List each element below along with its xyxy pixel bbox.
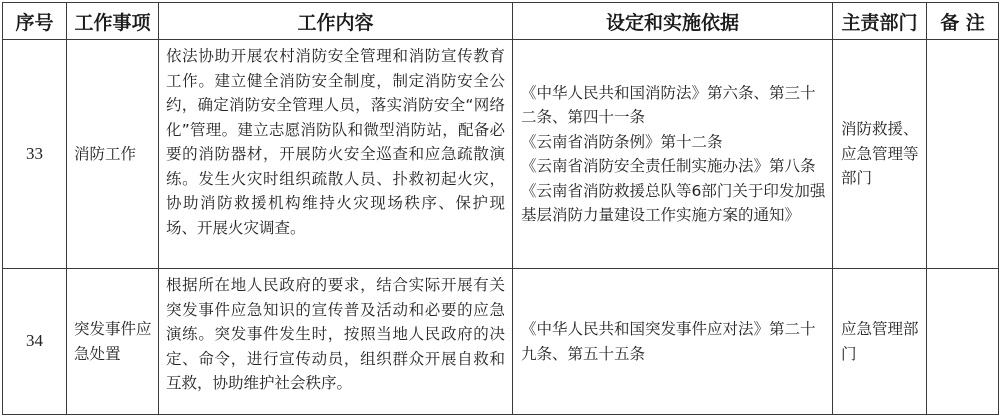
cell-item: 消防工作	[67, 40, 159, 269]
cell-note	[927, 269, 999, 415]
header-content: 工作内容	[159, 3, 513, 40]
cell-content: 根据所在地人民政府的要求，结合实际开展有关突发事件应急知识的宣传普及活动和必要的应急演练。突发事件发生时，按照当地人民政府的决定、命令，进行宣传动员，组织群众开展自救和互救，协助维护社会秩序。	[159, 269, 513, 415]
basis-line: 《云南省消防条例》第十二条	[521, 132, 723, 151]
cell-item: 突发事件应急处置	[67, 269, 159, 415]
cell-note	[927, 40, 999, 269]
cell-basis	[513, 40, 833, 269]
basis-line: 《云南省消防安全责任制实施办法》第八条	[521, 157, 816, 175]
header-seq: 序号	[3, 3, 67, 40]
basis-line: 《中华人民共和国消防法》第六条、第三十二条、第四十一条	[521, 83, 816, 126]
header-row	[3, 3, 999, 40]
header-basis: 设定和实施依据	[513, 3, 833, 40]
basis-line: 《中华人民共和国突发事件应对法》第二十九条、第五十五条	[521, 320, 816, 363]
basis-line: 《云南省消防救援总队等6部门关于印发加强基层消防力量建设工作实施方案的通知》	[521, 181, 826, 224]
cell-basis	[513, 269, 833, 415]
cell-content: 依法协助开展农村消防安全管理和消防宣传教育工作。建立健全消防安全制度，制定消防安全公约，确定消防安全管理人员，落实消防安全“网络化”管理。建立志愿消防队和微型消防站，配备必要的消防器材，开展防火安全巡查和应急疏散演练。发生火灾时组织疏散人员、扑救初起火灾，协助消防救援机构维持火灾现场秩序、保护现场、开展火灾调查。	[159, 40, 513, 269]
cell-dept: 消防救援、应急管理等部门	[833, 40, 927, 269]
cell-seq: 33	[3, 40, 67, 269]
header-note: 备 注	[927, 3, 999, 40]
duties-table	[2, 2, 999, 415]
header-item: 工作事项	[67, 3, 159, 40]
table-row	[3, 269, 999, 415]
header-dept: 主责部门	[833, 3, 927, 40]
cell-dept: 应急管理部门	[833, 269, 927, 415]
cell-seq: 34	[3, 269, 67, 415]
table-row	[3, 40, 999, 269]
